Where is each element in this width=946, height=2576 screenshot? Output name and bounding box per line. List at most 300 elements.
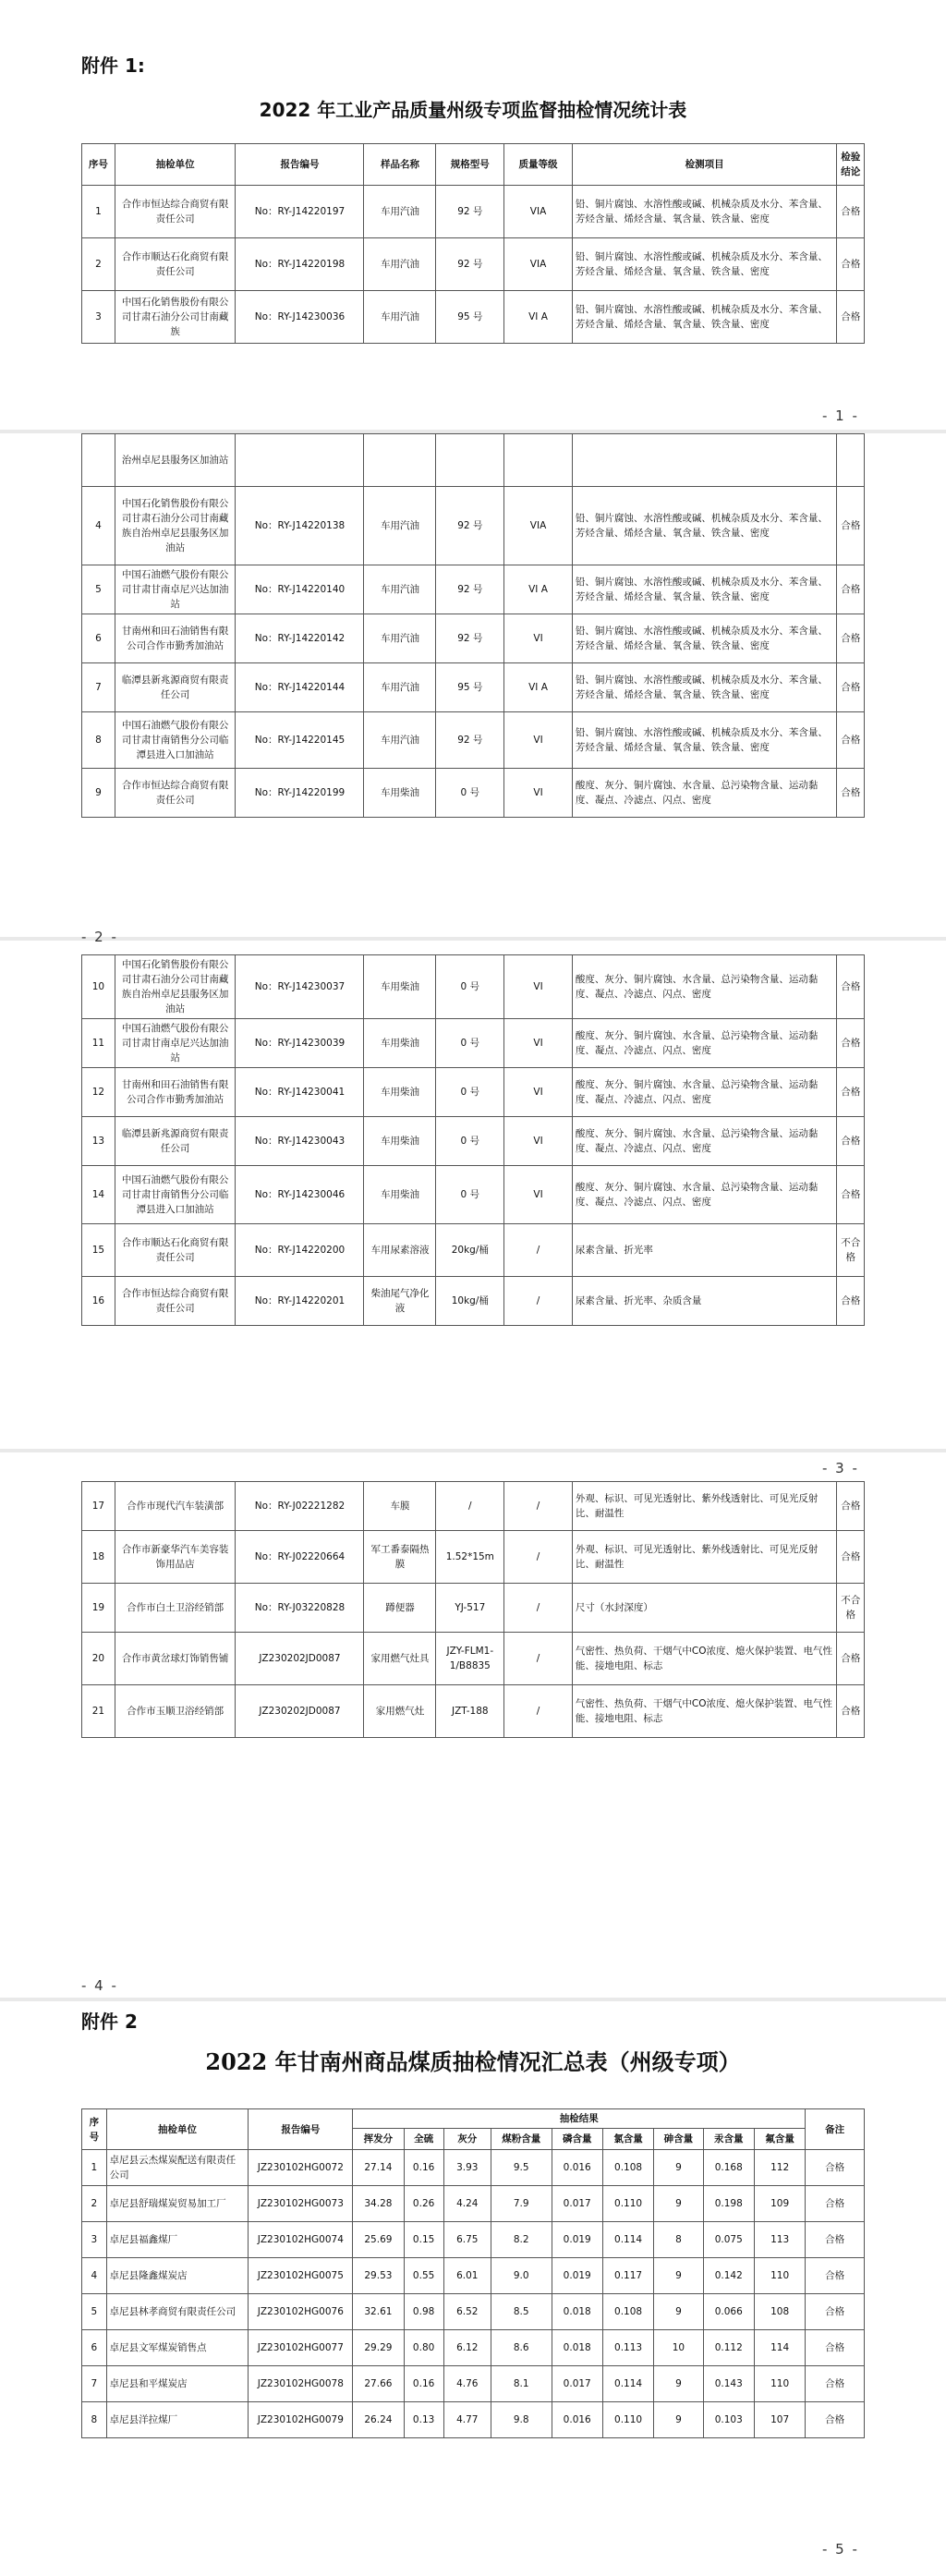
cell-result: 合格 <box>837 1633 865 1685</box>
cell-grade: VI <box>504 1019 573 1068</box>
cell-volatile: 27.66 <box>353 2366 404 2402</box>
cell-grade: VI <box>504 1166 573 1224</box>
header-report-no: 报告编号 <box>236 144 364 186</box>
cell-fines: 8.2 <box>491 2222 552 2258</box>
cell-ash: 6.52 <box>443 2294 491 2330</box>
cell-seq: 9 <box>82 769 115 818</box>
header-sub-8: 氟含量 <box>754 2129 805 2150</box>
table-row <box>82 238 865 291</box>
cell-unit: 合作市恒达综合商贸有限责任公司 <box>115 1277 236 1326</box>
table-row <box>82 2222 865 2258</box>
cell-unit: 甘南州和田石油销售有限公司合作市勤秀加油站 <box>115 1068 236 1117</box>
cell-result: 合格 <box>837 663 865 712</box>
cell-sulfur: 0.80 <box>404 2330 443 2366</box>
cell-report-no: No：RY-J14230043 <box>236 1117 364 1166</box>
page-number-1: - 1 - <box>822 407 859 424</box>
cell-chlorine: 0.114 <box>602 2366 653 2402</box>
cell-items: 酸度、灰分、铜片腐蚀、水含量、总污染物含量、运动黏度、凝点、冷滤点、闪点、密度 <box>572 1068 837 1117</box>
cell-spec: 92 号 <box>436 565 504 614</box>
cell-spec: 10kg/桶 <box>436 1277 504 1326</box>
header-sub-1: 全硫 <box>404 2129 443 2150</box>
header-sub-6: 砷含量 <box>654 2129 703 2150</box>
cell-sample: 车膜 <box>364 1482 436 1531</box>
cell-grade: VIA <box>504 487 573 565</box>
header-items: 检测项目 <box>572 144 837 186</box>
cell-report-no: No：RY-J14220197 <box>236 186 364 238</box>
cell-unit: 卓尼县隆鑫煤炭店 <box>106 2258 249 2294</box>
cell-sample: 车用汽油 <box>364 565 436 614</box>
cell-report-no: No：RY-J14230037 <box>236 955 364 1019</box>
cell-remark: 合格 <box>806 2222 865 2258</box>
cell-unit: 临潭县新兆源商贸有限责任公司 <box>115 1117 236 1166</box>
cell-chlorine: 0.113 <box>602 2330 653 2366</box>
cell-spec: YJ-517 <box>436 1584 504 1633</box>
table-row <box>82 565 865 614</box>
cell-arsenic: 9 <box>654 2150 703 2186</box>
table-1-part-3 <box>81 954 865 1326</box>
cell-grade: VI <box>504 1117 573 1166</box>
table-row <box>82 1277 865 1326</box>
cell-remark: 合格 <box>806 2330 865 2366</box>
cell-sulfur: 0.15 <box>404 2222 443 2258</box>
cell-remark: 合格 <box>806 2258 865 2294</box>
cell-items: 尿素含量、折光率、杂质含量 <box>572 1277 837 1326</box>
page-number-3: - 3 - <box>822 1460 859 1476</box>
cell-volatile: 29.29 <box>353 2330 404 2366</box>
cell-spec: 92 号 <box>436 487 504 565</box>
cell-sample: 蹲便器 <box>364 1584 436 1633</box>
cell-items: 酸度、灰分、铜片腐蚀、水含量、总污染物含量、运动黏度、凝点、冷滤点、闪点、密度 <box>572 1166 837 1224</box>
cell-phosphorus: 0.019 <box>552 2222 602 2258</box>
cell-report-no: No：RY-J03220828 <box>236 1584 364 1633</box>
cell-seq: 21 <box>82 1685 115 1738</box>
table-row <box>82 2402 865 2438</box>
page-number-4: - 4 - <box>81 1977 118 1994</box>
cell-items: 铅、铜片腐蚀、水溶性酸或碱、机械杂质及水分、苯含量、芳烃含量、烯烃含量、氧含量、铁含量、密度 <box>572 712 837 769</box>
cell-remark: 合格 <box>806 2366 865 2402</box>
cell-seq: 1 <box>82 186 115 238</box>
cell-sulfur: 0.16 <box>404 2150 443 2186</box>
cell-sample: 车用汽油 <box>364 487 436 565</box>
cell-report-no: No：RY-J14230036 <box>236 291 364 344</box>
cell-ash: 4.24 <box>443 2186 491 2222</box>
cell-fluorine: 107 <box>754 2402 805 2438</box>
cell-sample: 车用柴油 <box>364 769 436 818</box>
table-row <box>82 1685 865 1738</box>
cell-grade: VI A <box>504 663 573 712</box>
cell-chlorine: 0.108 <box>602 2294 653 2330</box>
cell-sample: 车用尿素溶液 <box>364 1224 436 1277</box>
table-row <box>82 1531 865 1584</box>
cell-seq: 6 <box>82 614 115 663</box>
table-row <box>82 1117 865 1166</box>
cell-report-no: JZ230102HG0073 <box>249 2186 353 2222</box>
cell-spec: 95 号 <box>436 663 504 712</box>
table-row-continued <box>82 434 865 487</box>
cell-result: 合格 <box>837 1166 865 1224</box>
cell-seq: 5 <box>82 565 115 614</box>
cell-items <box>572 434 837 487</box>
table-row <box>82 1584 865 1633</box>
table-row <box>82 2186 865 2222</box>
cell-phosphorus: 0.018 <box>552 2330 602 2366</box>
cell-fines: 7.9 <box>491 2186 552 2222</box>
cell-spec: 92 号 <box>436 186 504 238</box>
table-row <box>82 487 865 565</box>
table-1-header-row <box>82 144 865 186</box>
header-sub-4: 磷含量 <box>552 2129 602 2150</box>
cell-fines: 8.5 <box>491 2294 552 2330</box>
cell-items: 尺寸（水封深度） <box>572 1584 837 1633</box>
cell-unit: 合作市现代汽车装潢部 <box>115 1482 236 1531</box>
cell-items: 外观、标识、可见光透射比、紫外线透射比、可见光反射比、耐温性 <box>572 1482 837 1531</box>
cell-report-no: JZ230102HG0072 <box>249 2150 353 2186</box>
cell-result: 合格 <box>837 565 865 614</box>
cell-report-no: No：RY-J14220199 <box>236 769 364 818</box>
cell-fines: 8.1 <box>491 2366 552 2402</box>
cell-volatile: 29.53 <box>353 2258 404 2294</box>
cell-spec: 0 号 <box>436 1166 504 1224</box>
cell-mercury: 0.066 <box>703 2294 754 2330</box>
cell-unit: 合作市恒达综合商贸有限责任公司 <box>115 769 236 818</box>
cell-unit: 临潭县新兆源商贸有限责任公司 <box>115 663 236 712</box>
cell-items: 外观、标识、可见光透射比、紫外线透射比、可见光反射比、耐温性 <box>572 1531 837 1584</box>
cell-result: 合格 <box>837 1482 865 1531</box>
header-unit: 抽检单位 <box>106 2109 249 2150</box>
cell-sample: 车用汽油 <box>364 238 436 291</box>
header-results: 抽检结果 <box>353 2109 806 2129</box>
cell-seq: 18 <box>82 1531 115 1584</box>
cell-spec: 0 号 <box>436 1019 504 1068</box>
cell-ash: 4.76 <box>443 2366 491 2402</box>
cell-result <box>837 434 865 487</box>
cell-result: 合格 <box>837 238 865 291</box>
cell-grade: VIA <box>504 186 573 238</box>
cell-volatile: 25.69 <box>353 2222 404 2258</box>
cell-unit: 中国石油燃气股份有限公司甘肃甘南卓尼兴达加油站 <box>115 1019 236 1068</box>
cell-seq: 7 <box>82 2366 107 2402</box>
cell-sample: 车用柴油 <box>364 1166 436 1224</box>
cell-phosphorus: 0.016 <box>552 2402 602 2438</box>
cell-sample: 车用柴油 <box>364 955 436 1019</box>
cell-unit: 卓尼县林孝商贸有限责任公司 <box>106 2294 249 2330</box>
cell-fluorine: 109 <box>754 2186 805 2222</box>
coal-quality-table <box>81 2108 865 2438</box>
header-sub-5: 氯含量 <box>602 2129 653 2150</box>
cell-report-no: JZ230102HG0078 <box>249 2366 353 2402</box>
cell-arsenic: 9 <box>654 2186 703 2222</box>
table-row <box>82 2150 865 2186</box>
cell-unit: 中国石化销售股份有限公司甘肃石油分公司甘南藏族 <box>115 291 236 344</box>
cell-arsenic: 9 <box>654 2258 703 2294</box>
cell-seq: 2 <box>82 2186 107 2222</box>
cell-result: 合格 <box>837 769 865 818</box>
header-sub-2: 灰分 <box>443 2129 491 2150</box>
cell-report-no: No：RY-J14230046 <box>236 1166 364 1224</box>
cell-grade: / <box>504 1584 573 1633</box>
cell-remark: 合格 <box>806 2402 865 2438</box>
cell-seq: 6 <box>82 2330 107 2366</box>
cell-report-no: No：RY-J14220140 <box>236 565 364 614</box>
cell-items: 铅、铜片腐蚀、水溶性酸或碱、机械杂质及水分、苯含量、芳烃含量、烯烃含量、氧含量、铁含量、密度 <box>572 614 837 663</box>
cell-arsenic: 8 <box>654 2222 703 2258</box>
cell-sulfur: 0.16 <box>404 2366 443 2402</box>
cell-report-no: No：RY-J14220200 <box>236 1224 364 1277</box>
header-result: 检验结论 <box>837 144 865 186</box>
cell-chlorine: 0.114 <box>602 2222 653 2258</box>
cell-sulfur: 0.26 <box>404 2186 443 2222</box>
cell-result: 合格 <box>837 487 865 565</box>
cell-ash: 6.75 <box>443 2222 491 2258</box>
cell-sulfur: 0.55 <box>404 2258 443 2294</box>
cell-spec: 92 号 <box>436 712 504 769</box>
cell-result: 不合格 <box>837 1584 865 1633</box>
table-row <box>82 2258 865 2294</box>
cell-arsenic: 9 <box>654 2366 703 2402</box>
header-sub-0: 挥发分 <box>353 2129 404 2150</box>
cell-sulfur: 0.13 <box>404 2402 443 2438</box>
header-grade: 质量等级 <box>504 144 573 186</box>
cell-grade: / <box>504 1633 573 1685</box>
cell-unit: 甘南州和田石油销售有限公司合作市勤秀加油站 <box>115 614 236 663</box>
cell-sulfur: 0.98 <box>404 2294 443 2330</box>
cell-result: 合格 <box>837 712 865 769</box>
cell-mercury: 0.142 <box>703 2258 754 2294</box>
cell-chlorine: 0.110 <box>602 2402 653 2438</box>
cell-spec: 0 号 <box>436 955 504 1019</box>
cell-report-no <box>236 434 364 487</box>
cell-unit: 合作市顺达石化商贸有限责任公司 <box>115 238 236 291</box>
cell-report-no: No：RY-J14230041 <box>236 1068 364 1117</box>
cell-seq <box>82 434 115 487</box>
cell-phosphorus: 0.018 <box>552 2294 602 2330</box>
page-number-2: - 2 - <box>81 929 118 945</box>
cell-report-no: No：RY-J02221282 <box>236 1482 364 1531</box>
cell-unit: 中国石油燃气股份有限公司甘肃甘南销售分公司临潭县进入口加油站 <box>115 1166 236 1224</box>
cell-grade: VIA <box>504 238 573 291</box>
cell-sample: 柴油尾气净化液 <box>364 1277 436 1326</box>
cell-report-no: JZ230102HG0075 <box>249 2258 353 2294</box>
cell-seq: 8 <box>82 2402 107 2438</box>
cell-unit: 合作市新豪华汽车美容装饰用品店 <box>115 1531 236 1584</box>
cell-items: 铅、铜片腐蚀、水溶性酸或碱、机械杂质及水分、苯含量、芳烃含量、烯烃含量、氧含量、铁含量、密度 <box>572 238 837 291</box>
cell-report-no: No：RY-J14220138 <box>236 487 364 565</box>
cell-items: 铅、铜片腐蚀、水溶性酸或碱、机械杂质及水分、苯含量、芳烃含量、烯烃含量、氧含量、铁含量、密度 <box>572 663 837 712</box>
cell-fluorine: 113 <box>754 2222 805 2258</box>
cell-mercury: 0.112 <box>703 2330 754 2366</box>
cell-seq: 14 <box>82 1166 115 1224</box>
cell-sample <box>364 434 436 487</box>
cell-unit: 卓尼县福鑫煤厂 <box>106 2222 249 2258</box>
table-row <box>82 2366 865 2402</box>
cell-unit: 合作市黄岔球灯饰销售铺 <box>115 1633 236 1685</box>
cell-unit: 卓尼县洋拉煤厂 <box>106 2402 249 2438</box>
cell-spec: 0 号 <box>436 769 504 818</box>
header-spec: 规格型号 <box>436 144 504 186</box>
cell-ash: 6.12 <box>443 2330 491 2366</box>
cell-unit: 卓尼县和平煤炭店 <box>106 2366 249 2402</box>
cell-volatile: 26.24 <box>353 2402 404 2438</box>
table-row <box>82 1224 865 1277</box>
cell-mercury: 0.103 <box>703 2402 754 2438</box>
cell-arsenic: 9 <box>654 2402 703 2438</box>
cell-spec: JZY-FLM1-1/B8835 <box>436 1633 504 1685</box>
cell-result: 合格 <box>837 291 865 344</box>
cell-fines: 9.5 <box>491 2150 552 2186</box>
cell-unit: 中国石化销售股份有限公司甘肃石油分公司甘南藏族自治州卓尼县服务区加油站 <box>115 487 236 565</box>
cell-sample: 车用汽油 <box>364 291 436 344</box>
cell-unit: 合作市玉顺卫浴经销部 <box>115 1685 236 1738</box>
cell-mercury: 0.168 <box>703 2150 754 2186</box>
cell-report-no: No：RY-J14220198 <box>236 238 364 291</box>
cell-fluorine: 112 <box>754 2150 805 2186</box>
cell-fines: 9.0 <box>491 2258 552 2294</box>
cell-seq: 3 <box>82 2222 107 2258</box>
cell-fluorine: 110 <box>754 2258 805 2294</box>
cell-sample: 车用汽油 <box>364 614 436 663</box>
cell-fines: 9.8 <box>491 2402 552 2438</box>
cell-fluorine: 110 <box>754 2366 805 2402</box>
cell-phosphorus: 0.017 <box>552 2186 602 2222</box>
cell-ash: 3.93 <box>443 2150 491 2186</box>
cell-mercury: 0.143 <box>703 2366 754 2402</box>
cell-remark: 合格 <box>806 2150 865 2186</box>
cell-result: 合格 <box>837 1019 865 1068</box>
cell-report-no: JZ230102HG0074 <box>249 2222 353 2258</box>
cell-sample: 车用汽油 <box>364 186 436 238</box>
cell-fines: 8.6 <box>491 2330 552 2366</box>
cell-arsenic: 10 <box>654 2330 703 2366</box>
cell-mercury: 0.075 <box>703 2222 754 2258</box>
cell-unit: 卓尼县云杰煤炭配送有限责任公司 <box>106 2150 249 2186</box>
cell-spec: JZT-188 <box>436 1685 504 1738</box>
cell-chlorine: 0.110 <box>602 2186 653 2222</box>
cell-report-no: JZ230202JD0087 <box>236 1685 364 1738</box>
cell-seq: 4 <box>82 487 115 565</box>
cell-items: 气密性、热负荷、干烟气中CO浓度、熄火保护装置、电气性能、接地电阻、标志 <box>572 1633 837 1685</box>
cell-grade <box>504 434 573 487</box>
cell-seq: 20 <box>82 1633 115 1685</box>
cell-result: 合格 <box>837 186 865 238</box>
cell-spec: 92 号 <box>436 238 504 291</box>
cell-volatile: 32.61 <box>353 2294 404 2330</box>
header-seq: 序号 <box>82 144 115 186</box>
cell-seq: 4 <box>82 2258 107 2294</box>
cell-seq: 3 <box>82 291 115 344</box>
table-row <box>82 769 865 818</box>
cell-grade: / <box>504 1224 573 1277</box>
cell-grade: / <box>504 1531 573 1584</box>
table-row <box>82 955 865 1019</box>
cell-spec: 0 号 <box>436 1117 504 1166</box>
cell-grade: VI <box>504 955 573 1019</box>
cell-grade: VI <box>504 712 573 769</box>
cell-unit: 治州卓尼县服务区加油站 <box>115 434 236 487</box>
cell-seq: 19 <box>82 1584 115 1633</box>
header-seq: 序号 <box>82 2109 107 2150</box>
cell-phosphorus: 0.016 <box>552 2150 602 2186</box>
cell-seq: 17 <box>82 1482 115 1531</box>
table-row <box>82 1166 865 1224</box>
cell-seq: 1 <box>82 2150 107 2186</box>
cell-volatile: 34.28 <box>353 2186 404 2222</box>
cell-items: 尿素含量、折光率 <box>572 1224 837 1277</box>
cell-seq: 8 <box>82 712 115 769</box>
cell-result: 合格 <box>837 1277 865 1326</box>
table-row <box>82 663 865 712</box>
table-1-part-2 <box>81 433 865 818</box>
cell-spec: 95 号 <box>436 291 504 344</box>
cell-seq: 13 <box>82 1117 115 1166</box>
cell-sample: 车用柴油 <box>364 1019 436 1068</box>
header-remark: 备注 <box>806 2109 865 2150</box>
cell-grade: / <box>504 1482 573 1531</box>
table-row <box>82 186 865 238</box>
cell-report-no: No：RY-J14230039 <box>236 1019 364 1068</box>
cell-unit: 卓尼县舒瑞煤炭贸易加工厂 <box>106 2186 249 2222</box>
cell-grade: VI <box>504 1068 573 1117</box>
cell-ash: 4.77 <box>443 2402 491 2438</box>
cell-seq: 10 <box>82 955 115 1019</box>
cell-seq: 11 <box>82 1019 115 1068</box>
cell-items: 酸度、灰分、铜片腐蚀、水含量、总污染物含量、运动黏度、凝点、冷滤点、闪点、密度 <box>572 769 837 818</box>
header-unit: 抽检单位 <box>115 144 236 186</box>
cell-seq: 2 <box>82 238 115 291</box>
cell-seq: 12 <box>82 1068 115 1117</box>
cell-sample: 军工番泰隔热膜 <box>364 1531 436 1584</box>
cell-spec <box>436 434 504 487</box>
cell-result: 合格 <box>837 1117 865 1166</box>
cell-chlorine: 0.117 <box>602 2258 653 2294</box>
cell-ash: 6.01 <box>443 2258 491 2294</box>
cell-result: 合格 <box>837 1685 865 1738</box>
cell-items: 酸度、灰分、铜片腐蚀、水含量、总污染物含量、运动黏度、凝点、冷滤点、闪点、密度 <box>572 1019 837 1068</box>
cell-items: 酸度、灰分、铜片腐蚀、水含量、总污染物含量、运动黏度、凝点、冷滤点、闪点、密度 <box>572 1117 837 1166</box>
cell-grade: / <box>504 1685 573 1738</box>
annex-1-label: 附件 1: <box>81 55 145 77</box>
cell-sample: 家用燃气灶 <box>364 1685 436 1738</box>
cell-fluorine: 108 <box>754 2294 805 2330</box>
table-row <box>82 712 865 769</box>
cell-grade: VI A <box>504 565 573 614</box>
cell-report-no: JZ230102HG0077 <box>249 2330 353 2366</box>
cell-spec: 1.52*15m <box>436 1531 504 1584</box>
cell-fluorine: 114 <box>754 2330 805 2366</box>
cell-report-no: No：RY-J14220144 <box>236 663 364 712</box>
header-sub-3: 煤粉含量 <box>491 2129 552 2150</box>
cell-remark: 合格 <box>806 2186 865 2222</box>
cell-arsenic: 9 <box>654 2294 703 2330</box>
cell-grade: VI A <box>504 291 573 344</box>
cell-spec: 92 号 <box>436 614 504 663</box>
cell-seq: 15 <box>82 1224 115 1277</box>
cell-result: 不合格 <box>837 1224 865 1277</box>
cell-report-no: No：RY-J14220145 <box>236 712 364 769</box>
cell-unit: 合作市白土卫浴经销部 <box>115 1584 236 1633</box>
table-row <box>82 1633 865 1685</box>
cell-mercury: 0.198 <box>703 2186 754 2222</box>
cell-sample: 车用汽油 <box>364 663 436 712</box>
cell-unit: 中国石油燃气股份有限公司甘肃甘南销售分公司临潭县进入口加油站 <box>115 712 236 769</box>
table-row <box>82 614 865 663</box>
header-sample: 样品名称 <box>364 144 436 186</box>
cell-sample: 家用燃气灶具 <box>364 1633 436 1685</box>
cell-items: 铅、铜片腐蚀、水溶性酸或碱、机械杂质及水分、苯含量、芳烃含量、烯烃含量、氧含量、铁含量、密度 <box>572 186 837 238</box>
cell-report-no: No：RY-J14220201 <box>236 1277 364 1326</box>
cell-grade: VI <box>504 769 573 818</box>
cell-chlorine: 0.108 <box>602 2150 653 2186</box>
table-1-part-4 <box>81 1481 865 1738</box>
